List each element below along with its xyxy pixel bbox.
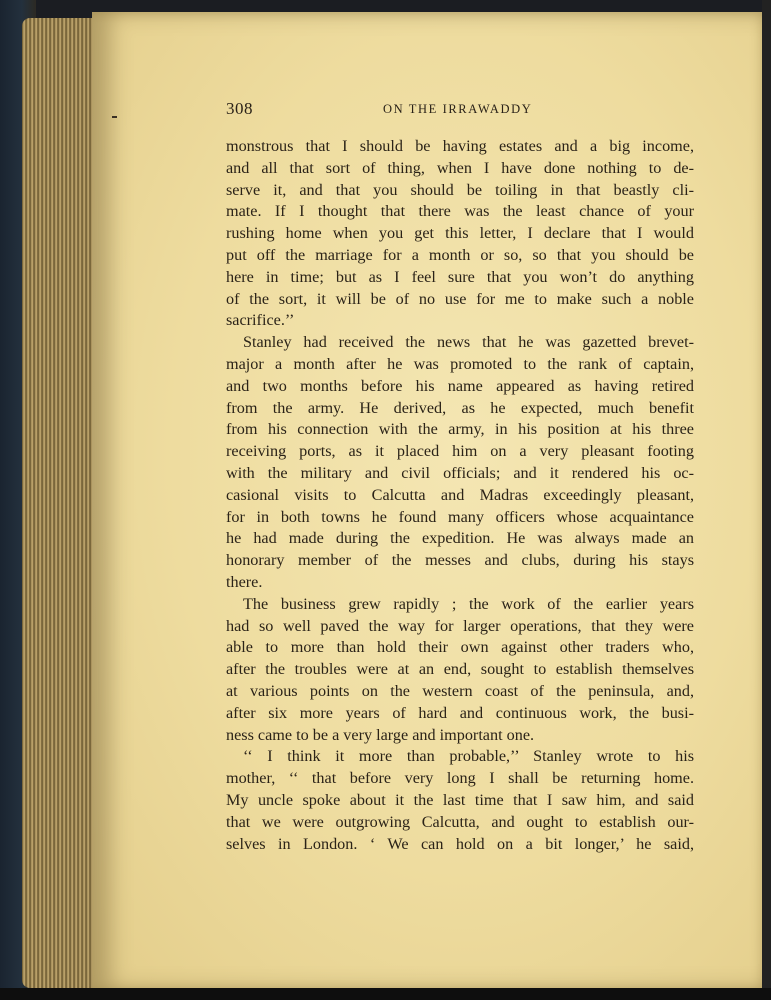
scan-border-bottom: [0, 988, 771, 1000]
text-line: honorary member of the messes and clubs, during his stays: [226, 551, 694, 570]
text-line: there.: [226, 572, 263, 591]
text-line: mother, ‘‘ that before very long I shall be returning home.: [226, 769, 694, 788]
text-line: and all that sort of thing, when I have done nothing to de-: [226, 158, 694, 177]
running-head: ON THE IRRAWADDY: [383, 102, 533, 116]
text-line: at various points on the western coast of the peninsula, and,: [226, 681, 694, 700]
text-line: The business grew rapidly ; the work of the earlier years: [243, 594, 694, 613]
text-line: after six more years of hard and continuous work, the busi-: [226, 703, 694, 722]
text-line: My uncle spoke about it the last time that I saw him, and said: [226, 790, 694, 809]
text-line: here in time; but as I feel sure that you won’t do anything: [226, 267, 694, 286]
text-line: he had made during the expedition. He was always made an: [226, 529, 694, 548]
text-line: ness came to be a very large and important one.: [226, 725, 535, 744]
text-line: able to more than hold their own against other traders who,: [226, 638, 694, 657]
text-line: Stanley had received the news that he was gazetted brevet-: [243, 333, 694, 352]
text-line: receiving ports, as it placed him on a very pleasant footing: [226, 442, 694, 461]
text-line: from the army. He derived, as he expected, much benefit: [226, 398, 694, 417]
margin-mark: [112, 116, 117, 118]
scan-border-right: [762, 0, 771, 1000]
text-line: that we were outgrowing Calcutta, and ought to establish our-: [226, 812, 694, 831]
body-text: [226, 136, 694, 855]
text-line: casional visits to Calcutta and Madras exceedingly pleasant,: [226, 485, 694, 504]
text-line: of the sort, it will be of no use for me to make such a noble: [226, 289, 694, 308]
text-line: after the troubles were at an end, sought to establish themselves: [226, 660, 694, 679]
text-line: serve it, and that you should be toiling in that beastly cli-: [226, 180, 694, 199]
text-line: sacrifice.’’: [226, 311, 295, 330]
text-line: put off the marriage for a month or so, so that you should be: [226, 245, 694, 264]
page-number: 308: [226, 99, 253, 118]
text-line: major a month after he was promoted to the rank of captain,: [226, 354, 694, 373]
text-line: ‘‘ I think it more than probable,’’ Stanley wrote to his: [243, 747, 694, 766]
text-line: for in both towns he found many officers whose acquaintance: [226, 507, 694, 526]
text-line: and two months before his name appeared as having retired: [226, 376, 694, 395]
text-line: from his connection with the army, in his position at his three: [226, 420, 694, 439]
text-line: mate. If I thought that there was the least chance of your: [226, 202, 694, 221]
text-line: had so well paved the way for larger operations, that they were: [226, 616, 694, 635]
page-edges: [22, 18, 96, 988]
text-line: selves in London. ‘ We can hold on a bit longer,’ he said,: [226, 834, 694, 853]
text-line: rushing home when you get this letter, I declare that I would: [226, 224, 694, 243]
text-line: monstrous that I should be having estates and a big income,: [226, 137, 694, 155]
text-line: with the military and civil officials; and it rendered his oc-: [226, 463, 694, 482]
